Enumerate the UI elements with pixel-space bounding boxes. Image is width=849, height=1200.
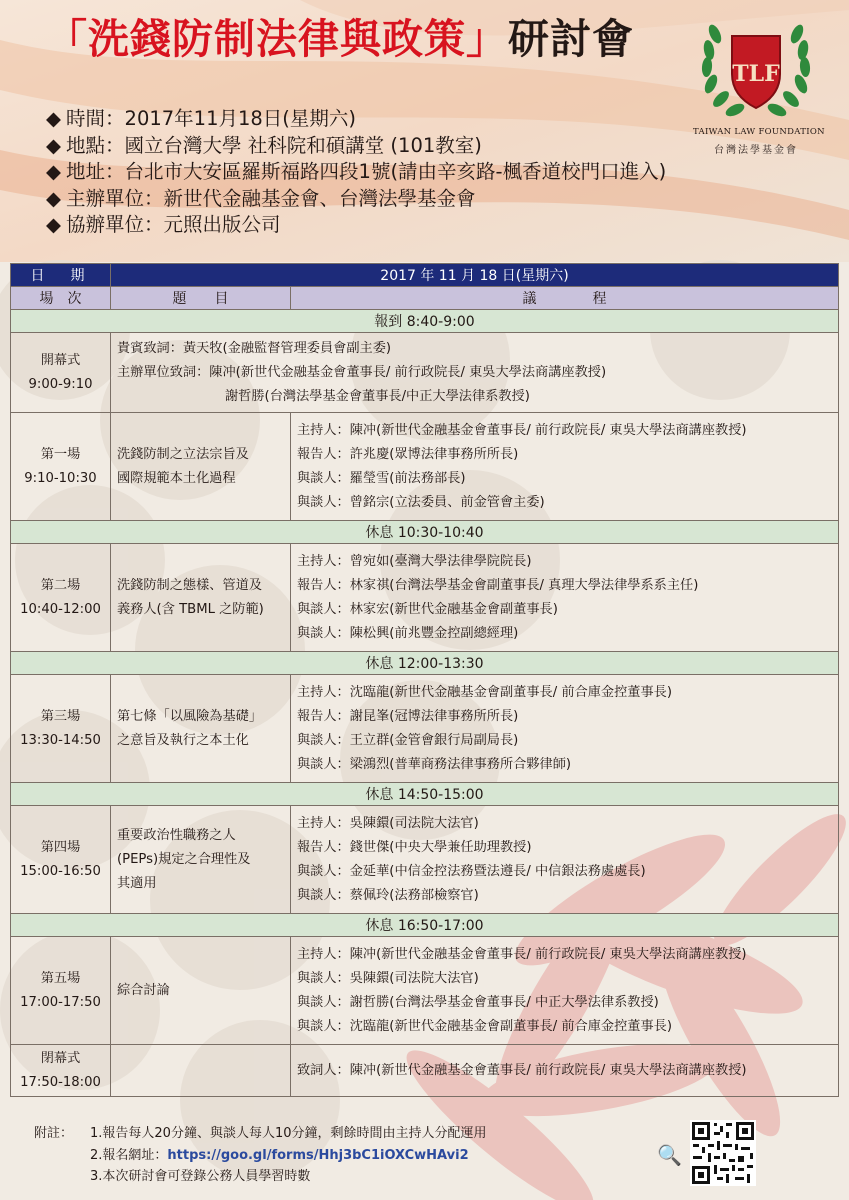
session-name: 第五場 [40,970,81,986]
topic-line: 洗錢防制之態樣、管道及 [117,577,263,593]
title-suffix: 研討會 [508,15,634,63]
column-header-session: 場 次 [11,287,111,310]
program-line: 致詞人：陳冲(新世代金融基金會董事長/ 前行政院長/ 東吳大學法商講座教授) [297,1062,747,1078]
info-address-value: 台北市大安區羅斯福路四段1號(請由辛亥路-楓香道校門口進入) [124,160,667,183]
info-venue-value: 國立台灣大學 社科院和碩講堂 (101教室) [124,133,482,157]
program-line: 與談人：謝哲勝(台灣法學基金會董事長/ 中正大學法律系教授) [297,994,659,1010]
break-row [11,914,839,937]
session-cell [11,413,111,521]
column-header-program: 議 程 [291,287,839,310]
column-header-row [11,287,839,310]
note-item: 1.報告每人20分鐘、與談人每人10分鐘，剩餘時間由主持人分配運用 [90,1126,487,1141]
note-item: 3.本次研討會可登錄公務人員學習時數 [90,1169,311,1184]
program-line: 與談人：王立群(金管會銀行局副局長) [297,732,519,748]
opening-program [111,333,839,413]
program-line: 主持人：沈臨龍(新世代金融基金會副董事長/ 前合庫金控董事長) [297,684,672,700]
session-time: 15:00-16:50 [20,863,101,879]
date-label: 日 期 [11,264,111,287]
program-line: 主辦單位致詞：陳冲(新世代金融基金會董事長/ 前行政院長/ 東吳大學法商講座教授) [117,364,607,380]
session-program [291,937,839,1045]
break-row [11,521,839,544]
program-line: 與談人：陳松興(前兆豐金控副總經理) [297,625,519,641]
session-program [291,806,839,914]
session-cell [11,544,111,652]
qr-code[interactable] [690,1120,756,1186]
session-topic [111,937,291,1045]
title-open-bracket: 「 [46,15,88,63]
session-program [291,544,839,652]
program-line: 報告人：許兆慶(眾博法律事務所所長) [297,446,519,462]
laurel-shield-logo [693,14,825,156]
closing-time: 17:50-18:00 [20,1074,101,1090]
opening-session [11,333,111,413]
program-line: 與談人：林家宏(新世代金融基金會副董事長) [297,601,558,617]
notes-items [90,1123,487,1188]
session-topic [111,413,291,521]
logo-english-name: TAIWAN LAW FOUNDATION [693,127,825,137]
program-line: 與談人：梁鴻烈(普華商務法律事務所合夥律師) [297,756,572,772]
program-line: 報告人：謝昆峯(冠博法律事務所所長) [297,708,519,724]
topic-line: 國際規範本土化過程 [117,470,236,486]
program-line: 主持人：陳冲(新世代金融基金會董事長/ 前行政院長/ 東吳大學法商講座教授) [297,422,747,438]
opening-row [11,333,839,413]
diamond-bullet-icon: ◆ [46,213,61,236]
info-time-label: 時間 [66,107,106,130]
info-address: ◆ 地址：台北市大安區羅斯福路四段1號(請由辛亥路-楓香道校門口進入) [46,159,666,186]
program-line: 謝哲勝(台灣法學基金會董事長/中正大學法律系教授) [225,388,530,404]
note-item [90,1145,487,1167]
logo-chinese-name: 台灣法學基金會 [714,145,798,156]
checkin-row [11,310,839,333]
logo-initials: TLF [732,61,780,87]
session-row [11,937,839,1045]
session-topic [111,806,291,914]
date-value: 2017 年 11 月 18 日(星期六) [111,264,839,287]
closing-name: 閉幕式 [40,1050,81,1066]
info-co-organizer-value: 元照出版公司 [163,213,281,236]
info-time-value: 2017年11月18日(星期六) [124,107,356,130]
program-line: 與談人：蔡佩玲(法務部檢察官) [297,887,479,903]
page-title [46,12,634,66]
topic-line: 第七條「以風險為基礎」 [117,708,263,724]
program-line: 與談人：沈臨龍(新世代金融基金會副董事長/ 前合庫金控董事長) [297,1018,672,1034]
opening-name: 開幕式 [40,352,81,368]
topic-line: 綜合討論 [117,982,170,998]
break-label: 休息 14:50-15:00 [11,783,839,806]
registration-label: 2.報名網址： [90,1147,168,1163]
info-organizer-value: 新世代金融基金會、台灣法學基金會 [163,186,476,210]
program-line: 與談人：曾銘宗(立法委員、前金管會主委) [297,494,545,510]
session-time: 9:10-10:30 [24,470,97,486]
notes-label: 附註： [34,1126,74,1141]
closing-topic [111,1045,291,1097]
closing-session [11,1045,111,1097]
session-row [11,413,839,521]
info-time: ◆ 時間：2017年11月18日(星期六) [46,106,666,133]
session-cell [11,675,111,783]
topic-line: 洗錢防制之立法宗旨及 [117,446,249,462]
program-line: 主持人：陳冲(新世代金融基金會董事長/ 前行政院長/ 東吳大學法商講座教授) [297,946,747,962]
session-cell [11,806,111,914]
info-co-organizer-label: 協辦單位 [66,213,145,236]
diamond-bullet-icon: ◆ [46,133,61,157]
session-name: 第三場 [40,708,81,724]
diamond-bullet-icon: ◆ [46,160,61,183]
program-line: 報告人：錢世傑(中央大學兼任助理教授) [297,839,532,855]
topic-line: 義務人(含 TBML 之防範) [117,601,264,617]
session-name: 第四場 [40,839,81,855]
session-row [11,675,839,783]
topic-line: 之意旨及執行之本土化 [117,732,249,748]
session-time: 10:40-12:00 [20,601,101,617]
break-label: 休息 12:00-13:30 [11,652,839,675]
program-line: 主持人：吳陳鐶(司法院大法官) [297,815,479,831]
session-topic [111,544,291,652]
session-name: 第一場 [40,446,81,462]
closing-row [11,1045,839,1097]
program-line: 主持人：曾宛如(臺灣大學法律學院院長) [297,553,532,569]
session-topic [111,675,291,783]
break-label: 休息 16:50-17:00 [11,914,839,937]
title-main: 洗錢防制法律與政策 [88,15,466,63]
program-line: 報告人：林家祺(台灣法學基金會副董事長/ 真理大學法律學系系主任) [297,577,699,593]
title-close-bracket: 」 [466,15,508,63]
event-info [46,106,666,239]
session-cell [11,937,111,1045]
search-icon: 🔍 [657,1143,682,1167]
break-row [11,783,839,806]
topic-line: 其適用 [117,875,157,891]
session-row [11,806,839,914]
schedule-table [10,263,839,1097]
program-line: 與談人：羅瑩雪(前法務部長) [297,470,466,486]
info-organizer: ◆ 主辦單位：新世代金融基金會、台灣法學基金會 [46,186,666,213]
topic-line: (PEPs)規定之合理性及 [117,851,251,867]
session-program [291,675,839,783]
closing-program [291,1045,839,1097]
diamond-bullet-icon: ◆ [46,107,61,130]
break-row [11,652,839,675]
info-address-label: 地址 [66,160,106,183]
session-row [11,544,839,652]
program-line: 與談人：吳陳鐶(司法院大法官) [297,970,479,986]
info-venue-label: 地點 [66,133,106,157]
info-venue: ◆ 地點：國立台灣大學 社科院和碩講堂 (101教室) [46,133,666,160]
checkin-label: 報到 8:40-9:00 [11,310,839,333]
laurel-icon [693,14,819,126]
opening-time: 9:00-9:10 [28,376,93,392]
program-line: 貴賓致詞：黃天牧(金融監督管理委員會副主委) [117,340,392,356]
topic-line: 重要政治性職務之人 [117,827,236,843]
session-program [291,413,839,521]
date-row [11,264,839,287]
session-time: 13:30-14:50 [20,732,101,748]
info-organizer-label: 主辦單位 [66,186,145,210]
registration-link[interactable]: https://goo.gl/forms/Hhj3bC1iOXCwHAvi2 [167,1147,469,1163]
column-header-topic: 題 目 [111,287,291,310]
break-label: 休息 10:30-10:40 [11,521,839,544]
diamond-bullet-icon: ◆ [46,186,61,210]
session-time: 17:00-17:50 [20,994,101,1010]
info-co-organizer: ◆ 協辦單位：元照出版公司 [46,212,666,239]
program-line: 與談人：金延華(中信金控法務暨法遵長/ 中信銀法務處處長) [297,863,646,879]
session-name: 第二場 [40,577,81,593]
